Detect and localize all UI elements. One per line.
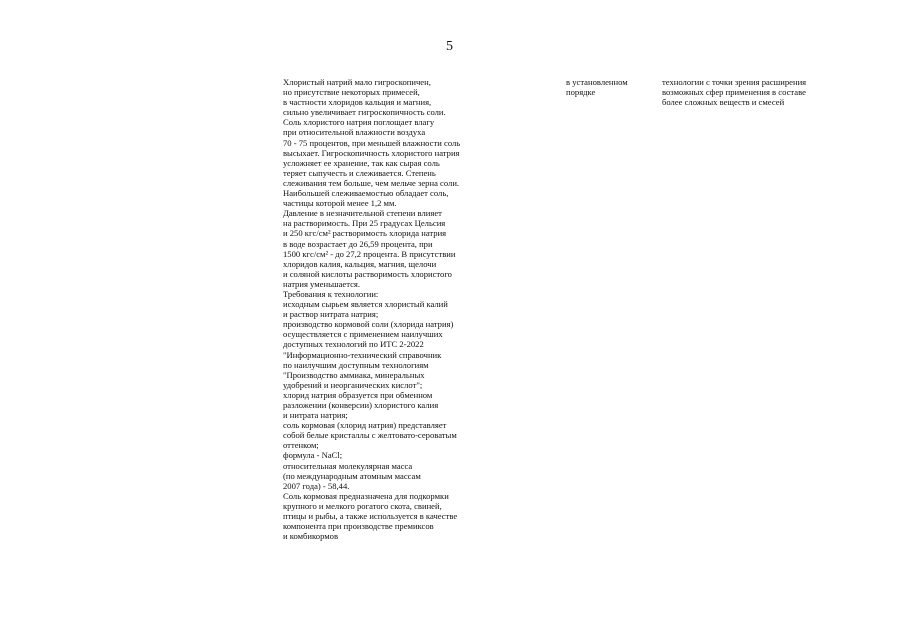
main-text-line: Соль хлористого натрия поглощает влагу bbox=[283, 117, 435, 128]
main-text-line: и комбикормов bbox=[283, 531, 339, 542]
main-text-line: по наилучшим доступным технологиям bbox=[283, 359, 429, 370]
main-text-line: собой белые кристаллы с желтовато-сероватым bbox=[283, 430, 457, 441]
main-text-line: формула - NaCl; bbox=[283, 450, 343, 461]
main-text-line: и 250 кгс/см² растворимость хлорида натрия bbox=[283, 228, 447, 239]
mid-text-line: порядке bbox=[566, 87, 596, 98]
main-text-column bbox=[283, 77, 460, 541]
main-text-line: "Производство аммиака, минеральных bbox=[283, 369, 425, 380]
middle-text-column bbox=[566, 77, 628, 97]
main-text-line: на растворимость. При 25 градусах Цельсия bbox=[283, 218, 446, 229]
main-text-line: доступных технологий по ИТС 2-2022 bbox=[283, 339, 424, 350]
main-text-line: в частности хлоридов кальция и магния, bbox=[283, 97, 432, 108]
right-text-line: возможных сфер применения в составе bbox=[662, 87, 806, 98]
main-text-line: усложняет ее хранение, так как сырая соль bbox=[283, 157, 440, 168]
main-text-line: натрия уменьшается. bbox=[283, 278, 361, 289]
main-text-line: относительная молекулярная масса bbox=[283, 460, 413, 471]
main-text-line: осуществляется с применением наилучших bbox=[283, 329, 443, 340]
main-text-line: 70 - 75 процентов, при меньшей влажности соль bbox=[283, 137, 461, 148]
main-text-line: 2007 года) - 58,44. bbox=[283, 480, 350, 491]
main-text-line: но присутствие некоторых примесей, bbox=[283, 87, 420, 98]
main-text-line: высыхает. Гигроскопичность хлористого натрия bbox=[283, 147, 460, 158]
main-text-line: производство кормовой соли (хлорида натрия) bbox=[283, 319, 454, 330]
main-text-line: Хлористый натрий мало гигроскопичен, bbox=[283, 77, 431, 87]
right-text-line: более сложных веществ и смесей bbox=[662, 97, 785, 108]
right-text-line: технологии с точки зрения расширения bbox=[662, 77, 807, 87]
main-text-line: соль кормовая (хлорид натрия) представляет bbox=[283, 420, 447, 431]
main-text-line: "Информационно-технический справочник bbox=[283, 349, 442, 360]
main-text-line: и раствор нитрата натрия; bbox=[283, 309, 379, 320]
main-text-line: Соль кормовая предназначена для подкормки bbox=[283, 490, 449, 501]
main-text-line: при относительной влажности воздуха bbox=[283, 127, 426, 138]
main-text-line: и соляной кислоты растворимость хлористого bbox=[283, 268, 452, 279]
main-text-line: хлоридов калия, кальция, магния, щелочи bbox=[283, 258, 437, 269]
main-text-line: оттенком; bbox=[283, 440, 319, 451]
main-text-line: птицы и рыбы, а также используется в качестве bbox=[283, 511, 458, 522]
main-text-line: Давление в незначительной степени влияет bbox=[283, 208, 442, 219]
main-text-line: 1500 кгс/см² - до 27,2 процента. В присутствии bbox=[283, 248, 456, 259]
main-text-line: Наибольшей слеживаемостью обладает соль, bbox=[283, 188, 449, 199]
main-text-line: компонента при производстве премиксов bbox=[283, 521, 434, 532]
right-text-column bbox=[662, 77, 806, 107]
main-text-line: исходным сырьем является хлористый калий bbox=[283, 299, 448, 310]
main-text-line: разложении (конверсии) хлористого калия bbox=[283, 400, 439, 410]
page-number: 5 bbox=[446, 39, 453, 54]
main-text-line: удобрений и неорганических кислот"; bbox=[283, 379, 423, 390]
mid-text-line: в установленном bbox=[566, 77, 628, 87]
main-text-line: крупного и мелкого рогатого скота, свиней, bbox=[283, 500, 442, 511]
main-text-line: (по международным атомным массам bbox=[283, 470, 421, 481]
main-text-line: и нитрата натрия; bbox=[283, 410, 348, 421]
main-text-line: частицы которой менее 1,2 мм. bbox=[283, 198, 397, 209]
main-text-line: теряет сыпучесть и слеживается. Степень bbox=[283, 167, 436, 178]
main-text-line: слеживания тем больше, чем мельче зерна соли. bbox=[283, 177, 460, 188]
main-text-line: Требования к технологии: bbox=[283, 288, 379, 299]
main-text-line: в воде возрастает до 26,59 процента, при bbox=[283, 238, 433, 249]
main-text-line: сильно увеличивает гигроскопичность соли. bbox=[283, 107, 446, 118]
main-text-line: хлорид натрия образуется при обменном bbox=[283, 389, 433, 400]
